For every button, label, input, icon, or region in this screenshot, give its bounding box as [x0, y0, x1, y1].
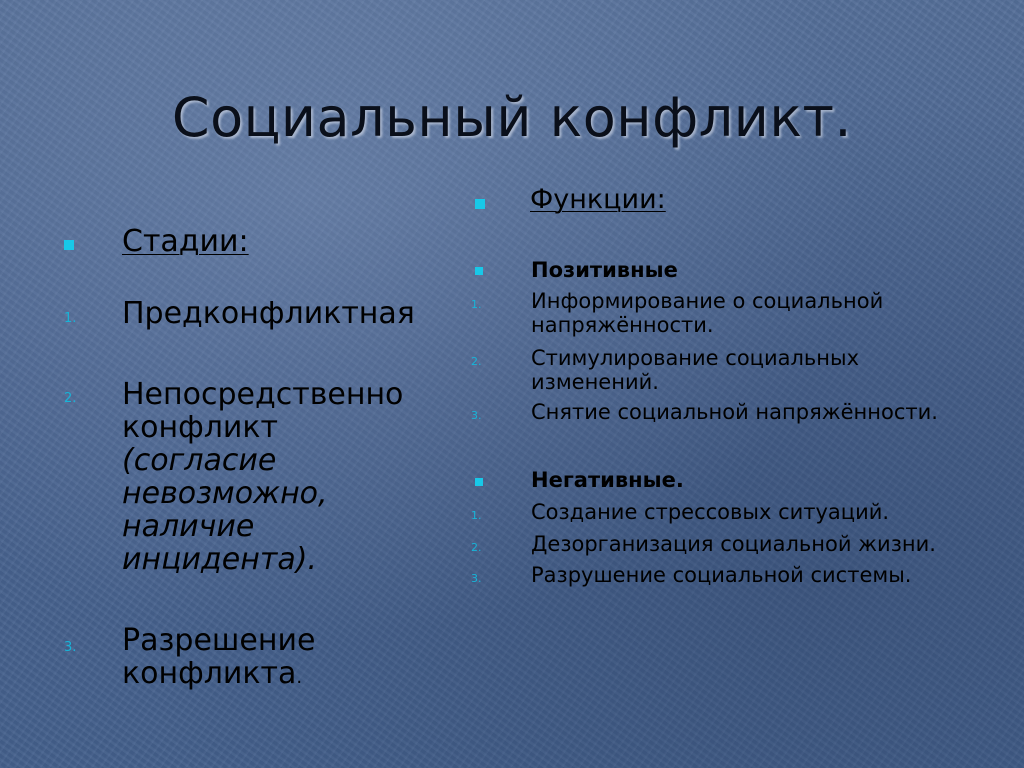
list-number: 2.	[471, 355, 482, 368]
item-line: Разрушение социальной системы.	[531, 563, 912, 587]
item-line: Стимулирование социальных	[531, 346, 860, 370]
item-line: изменений.	[531, 370, 659, 394]
positive-item-2	[531, 346, 991, 394]
slide-title: Социальный конфликт.	[171, 86, 853, 149]
stage-item-3	[122, 624, 432, 694]
negative-item-3	[531, 563, 991, 587]
item-line: Снятие социальной напряжённости.	[531, 400, 938, 424]
stage-text: Непосредственно конфликт	[122, 377, 404, 445]
stage-text: Предконфликтная	[122, 296, 415, 331]
bullet-square-icon	[475, 199, 485, 209]
item-line: напряжённости.	[531, 313, 714, 337]
stage-item-2	[122, 378, 432, 576]
stage-item-1	[122, 297, 432, 330]
stage-note-line: (согласие	[122, 443, 277, 478]
list-number: 3.	[471, 409, 482, 422]
negative-item-1	[531, 500, 991, 524]
stage-text-line: Разрешение	[122, 623, 316, 658]
positive-item-3	[531, 400, 991, 424]
list-number: 1.	[64, 311, 77, 326]
list-number: 3.	[64, 640, 77, 655]
stage-note-line: невозможно,	[122, 476, 328, 511]
negative-item-2	[531, 532, 991, 556]
bullet-square-icon	[64, 240, 74, 250]
stage-note-line: наличие	[122, 509, 255, 544]
bullet-square-icon	[475, 478, 483, 486]
item-line: Информирование о социальной	[531, 289, 884, 313]
list-number: 1.	[471, 298, 482, 311]
stages-heading: Стадии:	[122, 224, 249, 259]
stage-tail: .	[296, 667, 303, 688]
list-number: 3.	[471, 572, 482, 585]
list-number: 2.	[471, 541, 482, 554]
list-number: 1.	[471, 509, 482, 522]
bullet-square-icon	[475, 267, 483, 275]
stage-note-line: инцидента).	[122, 542, 317, 577]
item-line: Создание стрессовых ситуаций.	[531, 500, 890, 524]
positive-heading: Позитивные	[531, 258, 678, 282]
positive-item-1	[531, 289, 991, 337]
list-number: 2.	[64, 391, 77, 406]
item-line: Дезорганизация социальной жизни.	[531, 532, 936, 556]
functions-heading: Функции:	[530, 184, 666, 215]
negative-heading: Негативные.	[531, 468, 684, 492]
stage-text-line: конфликта.	[122, 656, 303, 691]
